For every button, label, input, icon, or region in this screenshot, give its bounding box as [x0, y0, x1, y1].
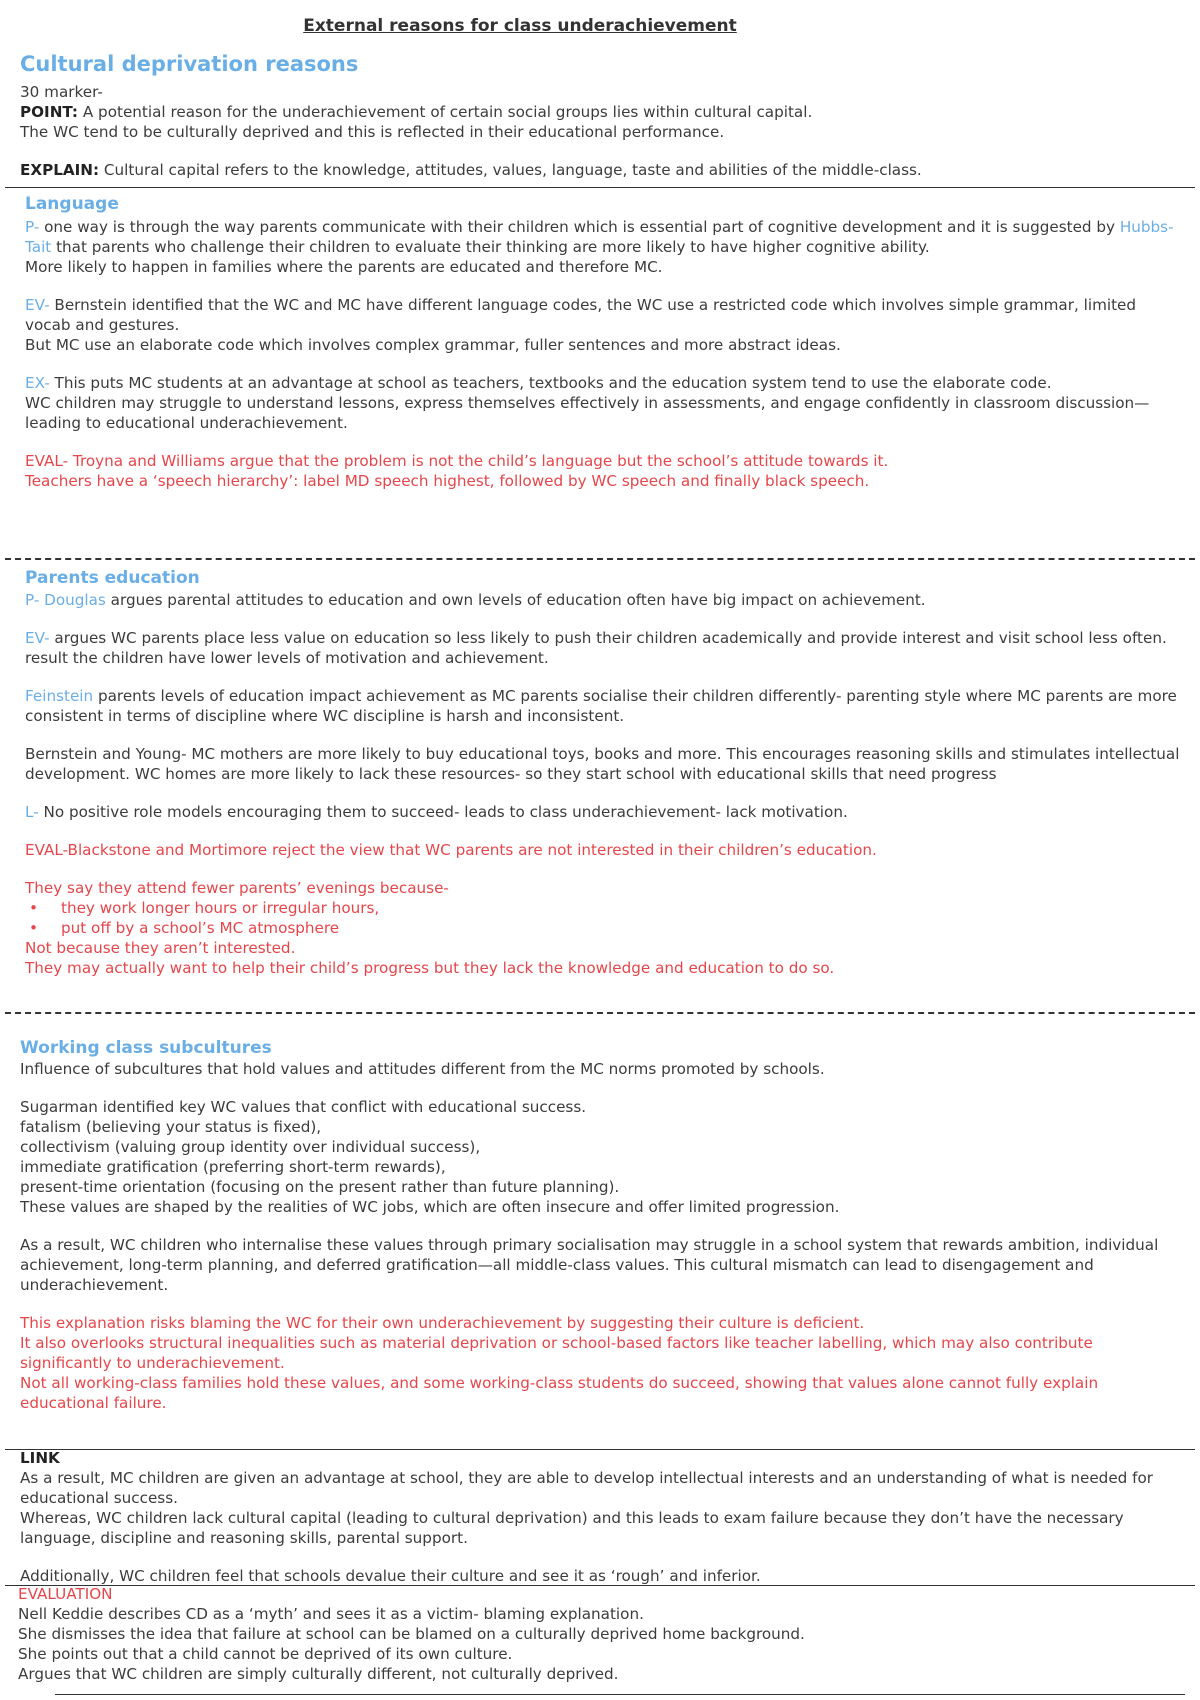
divider-solid [5, 187, 1195, 188]
intro-block [20, 82, 1180, 180]
evaluation-line: Argues that WC children are simply culturally different, not culturally deprived. [18, 1665, 619, 1683]
parents-eval-1: EVAL-Blackstone and Mortimore reject the view that WC parents are not interested in their children’s education. [25, 841, 877, 859]
subheading-parents-education: Parents education [25, 568, 200, 588]
parents-eval-4: They may actually want to help their child’s progress but they lack the knowledge and education to do so. [25, 959, 835, 977]
subcultures-eval: Not all working-class families hold these values, and some working-class students do succeed, showing that values alone cannot fully explain educational failure. [20, 1374, 1099, 1412]
explain-paragraph [20, 160, 1180, 180]
evidence-marker: EV- [25, 296, 50, 314]
divider-dashed [5, 558, 1195, 560]
link-marker: L- [25, 803, 39, 821]
parents-eval-3: Not because they aren’t interested. [25, 939, 296, 957]
language-explain: EX- This puts MC students at an advantage at school as teachers, textbooks and the education system tend to use the elaborate code. [25, 374, 1052, 392]
parents-eval-2: They say they attend fewer parents’ evenings because- [25, 879, 449, 897]
author-name: Feinstein [25, 687, 94, 705]
evaluation-heading: EVALUATION [18, 1585, 113, 1603]
parents-eval-bullet: • they work longer hours or irregular hours, [25, 898, 1185, 918]
subheading-wc-subcultures: Working class subcultures [20, 1038, 272, 1058]
subcultures-eval: This explanation risks blaming the WC for their own underachievement by suggesting their culture is deficient. [20, 1314, 865, 1332]
parents-eval-bullet: • put off by a school’s MC atmosphere [25, 918, 1185, 938]
language-evidence: EV- Bernstein identified that the WC and MC have different language codes, the WC use a restricted code which involves simple grammar, limited vocab and gestures. [25, 296, 1137, 334]
evaluation-line: Nell Keddie describes CD as a ‘myth’ and sees it as a victim- blaming explanation. [18, 1605, 644, 1623]
link-text-3: Additionally, WC children feel that schools devalue their culture and see it as ‘rough’ and inferior. [20, 1567, 761, 1585]
point-label: POINT: [20, 103, 79, 121]
point-text: A potential reason for the underachievement of certain social groups lies within cultural capital. [78, 103, 813, 121]
parents-point: P- Douglas argues parental attitudes to education and own levels of education often have big impact on achievement. [25, 591, 926, 609]
language-explain-2: WC children may struggle to understand lessons, express themselves effectively in assessments, and engage confidently in classroom discussion—leading to educational underachievement. [25, 394, 1150, 432]
marker-text: 30 marker- [20, 83, 103, 101]
language-eval-1: EVAL- Troyna and Williams argue that the problem is not the child’s language but the school’s attitude towards it. [25, 452, 889, 470]
point-marker: P- [25, 591, 40, 609]
subcultures-intro: Influence of subcultures that hold values and attitudes different from the MC norms promoted by schools. [20, 1060, 825, 1078]
subcultures-result: As a result, WC children who internalise these values through primary socialisation may struggle in a school system that rewards ambition, individual achievement, long-term planning, and deferred gratification—all middle-class values. This cultural mismatch can lead to disengagement and underachievement. [20, 1236, 1159, 1294]
divider-solid [55, 1694, 1185, 1695]
parents-evidence: EV- argues WC parents place less value on education so less likely to push their children academically and provide interest and visit school less often. [25, 629, 1167, 647]
point-paragraph [20, 102, 1180, 122]
language-evidence-2: But MC use an elaborate code which involves complex grammar, fuller sentences and more abstract ideas. [25, 336, 841, 354]
language-eval-2: Teachers have a ‘speech hierarchy’: label MD speech highest, followed by WC speech and finally black speech. [25, 472, 870, 490]
link-block [20, 1448, 1190, 1586]
point-text-2: The WC tend to be culturally deprived and this is reflected in their educational performance. [20, 123, 725, 141]
document-title: External reasons for class underachievement [303, 16, 737, 36]
parents-evidence-2: result the children have lower levels of motivation and achievement. [25, 649, 549, 667]
subcultures-line: These values are shaped by the realities of WC jobs, which are often insecure and offer limited progression. [20, 1198, 840, 1216]
section-heading-cultural-deprivation: Cultural deprivation reasons [20, 52, 359, 76]
language-point-2: More likely to happen in families where the parents are educated and therefore MC. [25, 258, 663, 276]
subcultures-block [20, 1059, 1185, 1413]
author-name: Douglas [44, 591, 106, 609]
evidence-marker: EV- [25, 629, 50, 647]
bernstein-young-paragraph: Bernstein and Young- MC mothers are more likely to buy educational toys, books and more. This encourages reasoning skills and stimulates intellectual development. WC homes are more likely to lack these resources- so they start school with educational skills that need progress [25, 745, 1180, 783]
subcultures-line: immediate gratification (preferring short-term rewards), [20, 1158, 446, 1176]
subcultures-line: present-time orientation (focusing on the present rather than future planning). [20, 1178, 620, 1196]
explain-text: Cultural capital refers to the knowledge, attitudes, values, language, taste and abilities of the middle-class. [99, 161, 922, 179]
subheading-language: Language [25, 194, 119, 214]
subcultures-line: fatalism (believing your status is fixed), [20, 1118, 322, 1136]
explain-label: EXPLAIN: [20, 161, 100, 179]
parents-block [25, 590, 1185, 978]
language-point: P- one way is through the way parents communicate with their children which is essential part of cognitive development and it is suggested by Hubbs-Tait that parents who challenge their children to evaluate their thinking are more likely to have higher cognitive ability. [25, 218, 1174, 256]
divider-dashed [5, 1012, 1195, 1014]
link-heading: LINK [20, 1449, 60, 1467]
explain-marker: EX- [25, 374, 50, 392]
evaluation-line: She points out that a child cannot be deprived of its own culture. [18, 1645, 513, 1663]
point-marker: P- [25, 218, 40, 236]
subcultures-line: collectivism (valuing group identity over individual success), [20, 1138, 481, 1156]
subcultures-line: Sugarman identified key WC values that conflict with educational success. [20, 1098, 587, 1116]
evaluation-line: She dismisses the idea that failure at school can be blamed on a culturally deprived home background. [18, 1625, 805, 1643]
link-text-1: As a result, MC children are given an advantage at school, they are able to develop intellectual interests and an understanding of what is needed for educational success. [20, 1469, 1154, 1507]
subcultures-eval: It also overlooks structural inequalities such as material deprivation or school-based factors like teacher labelling, which may also contribute significantly to underachievement. [20, 1334, 1093, 1372]
parents-link: L- No positive role models encouraging them to succeed- leads to class underachievement- lack motivation. [25, 803, 848, 821]
link-text-2: Whereas, WC children lack cultural capital (leading to cultural deprivation) and this leads to exam failure because they don’t have the necessary language, discipline and reasoning skills, parental support. [20, 1509, 1124, 1547]
feinstein-paragraph: Feinstein parents levels of education impact achievement as MC parents socialise their children differently- parenting style where MC parents are more consistent in terms of discipline where WC discipline is harsh and inconsistent. [25, 687, 1177, 725]
language-block [25, 217, 1175, 491]
author-name: Hubbs-Tait [25, 218, 1174, 256]
evaluation-block [18, 1584, 1188, 1684]
